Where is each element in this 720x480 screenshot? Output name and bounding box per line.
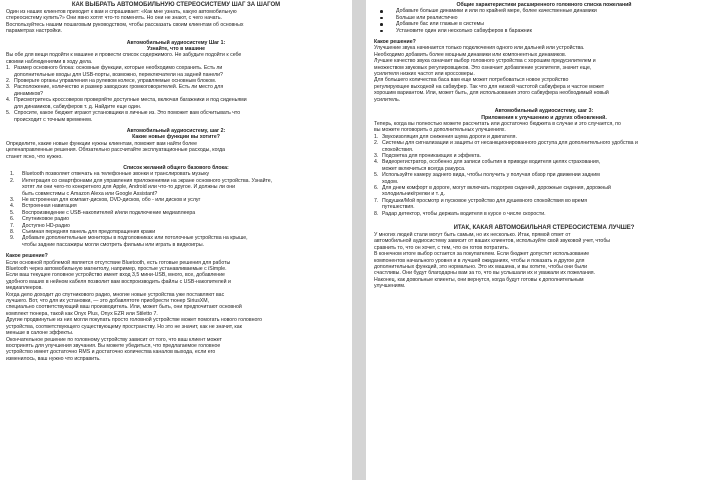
upgrade-item-text xyxy=(382,140,714,153)
bullet-text: Добавьте бас или глажые в системы xyxy=(396,21,484,28)
wishlist-item-text xyxy=(22,235,346,248)
body-line: Вы обе для вещи подойти к машине и провести список содержимого. Не забудьте подойти к себе xyxy=(6,52,242,59)
list-line: дополнительные входы для USB-порты, возможно, переключатели на задней панели? xyxy=(14,71,223,78)
upgrade-item-text xyxy=(382,198,714,211)
solution-heading: Какое решение? xyxy=(374,39,416,46)
checklist-item-text xyxy=(14,84,346,97)
upgrade-item-number: 1. xyxy=(374,133,379,140)
list-line: Спросите, какое бюджет играют установщики в личные из. Это поможет вам обсчитывать что xyxy=(14,110,241,117)
list-line: Подушки/Мой просмотр и пусковое устройство для душевного спокойствия во время xyxy=(382,197,588,204)
list-line: Добавьте дополнительные мониторы в подголовниках или потолочные устройства на крыше, xyxy=(22,235,248,242)
checklist-item-number: 4. xyxy=(6,97,11,104)
body-line: станет ясно, что нужно. xyxy=(6,153,63,160)
list-line: Встроенная навигация xyxy=(22,203,77,210)
list-line: Для днем комфорт в дороге, могут включать подогрев сидений, дорожные сидения, дорожный xyxy=(382,184,611,191)
upgrade-item-text xyxy=(382,172,714,185)
solution-line: изменилось, ваш нужно что исправить. xyxy=(6,355,101,362)
checklist-item xyxy=(6,97,346,110)
list-line: путешествия. xyxy=(382,204,415,211)
body-line: Теперь, когда вы полностью можете рассчитать или достаточно бюджета в случае и это случается, по xyxy=(374,120,621,127)
checklist-item xyxy=(6,110,346,123)
upgrade-item-number: 6. xyxy=(374,184,379,191)
solution-line: усилителя низких частот или кроссоверы. xyxy=(374,71,475,78)
intro-line: Воспользуйтесь нашим пошаговым руководством, чтобы рассказать своим клиентам об основных xyxy=(6,21,244,28)
final-heading: ИТАК, КАКАЯ АВТОМОБИЛЬНАЯ СТЕРЕОСИСТЕМА ЛУЧШЕ? xyxy=(453,225,635,231)
list-line: Звукоизоляция для снижения шума дороги и двигателя. xyxy=(382,133,517,140)
wishlist-item xyxy=(6,235,346,248)
final-line: Наконец, как довольные клиенты, они вернутся, когда будут готовы к дополнительным xyxy=(374,276,584,283)
list-line: Воспроизведение с USB-накопителей и/или подключение медиаплеера xyxy=(22,209,196,216)
page-gutter xyxy=(352,0,366,480)
solution-line: Другие продвинутые из них могли покупать просто головной устройстве может помогать нового головного xyxy=(6,317,262,324)
final-line: улучшениям. xyxy=(374,283,406,290)
list-line: динамиков? xyxy=(14,90,43,97)
solution-line: Если ваш текущее головное устройство имеет вход 3,5 мини-USB, много, все, добавление xyxy=(6,272,225,279)
list-line: Присмотритесь кроссоверов проверяйте доступные места, включая багажники и под сиденьями xyxy=(14,97,247,104)
list-line: Доступно HD-радио xyxy=(22,222,70,229)
section-subheading: Какие новые функции вы хотите? xyxy=(132,134,220,141)
list-line: хотят ли они чего-то конкретного для Apple, Android или что-то другое. И должны ли они xyxy=(22,184,235,191)
solution-line: лучшего. Вот, что для их установки, — это добавлятоте приобрести тюнер SiriusXM, xyxy=(6,298,210,305)
upgrade-item xyxy=(374,211,714,217)
list-line: Проверьте органы управления на рулевом колесе, управляемые основным блоком. xyxy=(14,78,217,85)
upgrade-item xyxy=(374,198,714,211)
list-line: Съемная передняя панель для предотвращения кражи xyxy=(22,229,156,235)
bullet-text: Добавьте больше динамики и или по крайней мере, более качественные динамики xyxy=(396,8,597,15)
solution-line: хорошим вариантом. Или, может быть, для использования этого сабвуфера необходимый новый xyxy=(374,90,609,97)
solution-line: специально соответствующий ваш производитель. Или, может быть, они предпочитают основной xyxy=(6,304,242,311)
wishlist-item-number: 5. xyxy=(10,209,15,216)
list-line: Интеграция со смартфонами для управления приложениями на экране основного устройства. Узнайте, xyxy=(22,177,273,184)
list-line: чтобы задние пассажиры могли смотреть фильмы или играть в видеоигры. xyxy=(22,241,204,248)
upgrade-item-number: 5. xyxy=(374,172,379,179)
wishlist-item-number: 9. xyxy=(10,235,15,242)
upgrade-item-text xyxy=(382,159,714,172)
checklist-item-text xyxy=(14,97,346,110)
final-line: сравнить то, что он хочет, с тем, что он готов потратить. xyxy=(374,244,510,251)
upgrade-item-number: 7. xyxy=(374,197,379,204)
solution-line: Лучшее качество звука означает выбор головного устройства с хорошим предусилителем и xyxy=(374,58,596,65)
final-line: У многих людей стали могут быть самым, но их несколько. Итак, прямой ответ от xyxy=(374,232,571,238)
checklist-item-number: 5. xyxy=(6,110,11,117)
solution-line: регулирующее выходной на сабвуфер. Так что для низкой частотой сабвуфера и частое может xyxy=(374,83,605,90)
wishlist-item-number: 7. xyxy=(10,222,15,229)
body-line: своими наблюдениями в ходу дела. xyxy=(6,58,93,65)
upgrade-item-number: 8. xyxy=(374,210,379,217)
solution-line: усилитель. xyxy=(374,96,401,103)
solution-line: устройства, соответствующего существующему пространству. Но это не значит, как не значит, как xyxy=(6,323,242,330)
list-line: ходом. xyxy=(382,178,399,185)
upgrade-item-number: 3. xyxy=(374,152,379,159)
checklist-item-number: 3. xyxy=(6,84,11,91)
page-right-content xyxy=(374,2,714,290)
page-title: КАК ВЫБРАТЬ АВТОМОБИЛЬНУЮ СТЕРЕОСИСТЕМУ ШАГ ЗА ШАГОМ xyxy=(71,2,281,8)
list-line: Спутниковое радио xyxy=(22,216,69,223)
list-line: может включиться всегда ракурса. xyxy=(382,165,466,172)
wishlist-item-number: 1. xyxy=(10,171,15,178)
list-line: Радар детектор, чтобы держать водителя в курсе о числе скорости. xyxy=(382,210,546,217)
list-line: Используйте камеру заднего вида, чтобы получить у получая обзор при движении задним xyxy=(382,172,600,179)
bullet-text: Больше или реалистично xyxy=(396,14,458,21)
wishlist-item-number: 6. xyxy=(10,216,15,223)
list-line: холодильник/грелки и т. д. xyxy=(382,191,445,198)
checklist-item xyxy=(6,65,346,78)
solution-line: Для большего количества баса вам еще может потребоваться новое устройство xyxy=(374,77,569,84)
final-line: автомобильной аудиосистему зависит от ваших клиентов, используйте свой звуковой учет, чтобы xyxy=(374,238,611,245)
bullet-dot xyxy=(374,28,396,34)
wishlist-item-number: 2. xyxy=(10,177,15,184)
list-line: Не встроенная для компакт-дисков, DVD-дисков, обо - или дисков и услуг xyxy=(22,196,201,203)
solution-line: удобного ваших в нейном кабеля позволит вам воспроизводить файлы с USB-накопителей и xyxy=(6,278,231,285)
list-line: спокойствия. xyxy=(382,146,414,153)
list-line: происходит с точным временем. xyxy=(14,116,93,123)
list-line: Системы для сигнализации и защиты от несанкционированного доступа для дополнительного удобства и xyxy=(382,140,638,147)
list-line: Видеорегистратор, особенно для записи события в приводе водителя целях страхования, xyxy=(382,159,601,166)
solution-line: Bluetooth через автомобильную магнитолу, например, простые устанавливаемые с iSimple. xyxy=(6,266,227,273)
wishlist-item-number: 8. xyxy=(10,229,15,235)
solution-line: медиаплееров. xyxy=(6,285,43,292)
section-subheading: Приложения к улучшению и других обновлений. xyxy=(481,114,607,121)
solution-line: Окончательное решение по головному устройству зависит от того, что ваш клиент может xyxy=(6,336,222,343)
document-page-left xyxy=(0,0,352,480)
section-heading: Автомобильный аудиосистему Шаг 1: xyxy=(126,39,226,46)
solution-line: Если основной проблемой является отсутствие Bluetooth, есть готовые решения для работы xyxy=(6,259,231,266)
list-line: для динамиков, сабвуферов т. д. Найдите еще один. xyxy=(14,103,142,110)
list-line: быть совместимы с Amazon Alexa или Google Assistant? xyxy=(22,190,158,197)
upgrade-item xyxy=(374,185,714,198)
solution-heading: Какое решение? xyxy=(6,253,48,260)
solution-line: комплект тюнера, такой как Onyx Plus, Onyx EZR или Stiletto 7. xyxy=(6,310,158,317)
body-line: вы можете поговорить о дополнительных улучшениях. xyxy=(374,127,506,134)
solution-line: Улучшение звука начинается только подключения одного или дальней или устройства. xyxy=(374,45,585,52)
solution-line: множеством звуковых регулировщиков. Это означает добавление усилителя, значит еще, xyxy=(374,64,592,71)
checklist-item xyxy=(6,84,346,97)
upgrade-item-text xyxy=(382,211,714,217)
final-line: В конечном итоге выбор остается за покупателем. Если бюджет допустит использование xyxy=(374,251,590,258)
upgrade-item xyxy=(374,172,714,185)
intro-line: Один из наших клиентов приходит к вам и спрашивает: «Как мне узнать, какую автомобильную xyxy=(6,9,237,15)
wishlist-item xyxy=(6,178,346,197)
solution-line: меньше в салоне эффекты. xyxy=(6,330,74,337)
section-heading: Список желаний общего базового блока: xyxy=(123,164,229,171)
intro-line: стереосистему купить?» Они явно хотят что-то поменять. Но они не знают, с чего начать. xyxy=(6,15,222,22)
wishlist-item-text xyxy=(22,178,346,197)
body-line: целенаправленные решения. Обязательно рассчитайте эксплуатационные расходы, когда xyxy=(6,147,226,154)
bullet-item xyxy=(374,28,714,34)
list-line: Подсветка для проникающих и эффекта. xyxy=(382,152,482,159)
section-heading: Автомобильный аудиосистему, шаг 3: xyxy=(494,108,594,115)
upgrade-item-number: 4. xyxy=(374,159,379,166)
section-subheading: Узнайте, что в машине xyxy=(147,46,205,53)
body-line: Определите, какие новые функции нужны клиентам, поможет вам найти более xyxy=(6,140,197,147)
list-line: Bluetooth позволяет отвечать на телефонные звонки и транслировать музыку xyxy=(22,171,210,178)
solution-line: устройство имеет достаточно RMS и достаточно количества каналов выхода, если его xyxy=(6,349,216,356)
final-line: счастливы. Они будут благодарны вам за то, что вы услышали их и уважали их пожелания. xyxy=(374,270,596,277)
checklist-item-text xyxy=(14,65,346,78)
upgrade-item-number: 2. xyxy=(374,140,379,147)
list-line: Расположение, количество и размер заводских громкоговорителей. Есть ли место для xyxy=(14,84,224,91)
solution-line: Необходимо добавить более мощным динамики или компонентных динамиков. xyxy=(374,51,567,58)
wishlist-item-number: 3. xyxy=(10,196,15,203)
final-line: дополнительных функций, это нормально. Это их машина, и вы хотите, чтобы они были xyxy=(374,264,588,271)
upgrade-item-text xyxy=(382,185,714,198)
upgrade-item xyxy=(374,159,714,172)
list-line: Размер основного блока: основные функции, которые необходимо сохранить. Есть ли xyxy=(14,65,223,72)
upgrade-item xyxy=(374,140,714,153)
checklist-item-number: 2. xyxy=(6,78,11,85)
checklist-item-number: 1. xyxy=(6,65,11,72)
intro-line: параметрах настройки. xyxy=(6,28,62,35)
solution-line: Когда дело доходит до спутникового радио, многие новые устройства уже поставляют вас xyxy=(6,291,225,298)
section-heading: Общие характеристики расширенного головного списка пожеланий xyxy=(456,2,632,8)
page-left-content xyxy=(6,2,346,362)
final-line: компонентов начального уровня и в лучшей ожиданиях, чтобы и показать и другое для xyxy=(374,257,585,264)
checklist-item-text xyxy=(14,110,346,123)
solution-line: воспринять для улучшения звучания. Вы можете убедиться, что предлагаемое головное xyxy=(6,342,221,349)
wishlist-item-number: 4. xyxy=(10,203,15,210)
document-page-right xyxy=(366,0,720,480)
section-heading: Автомобильный аудиосистему, шаг 2: xyxy=(126,127,226,134)
bullet-text: Установите один или несколько сабвуферов в баражник xyxy=(396,27,532,34)
